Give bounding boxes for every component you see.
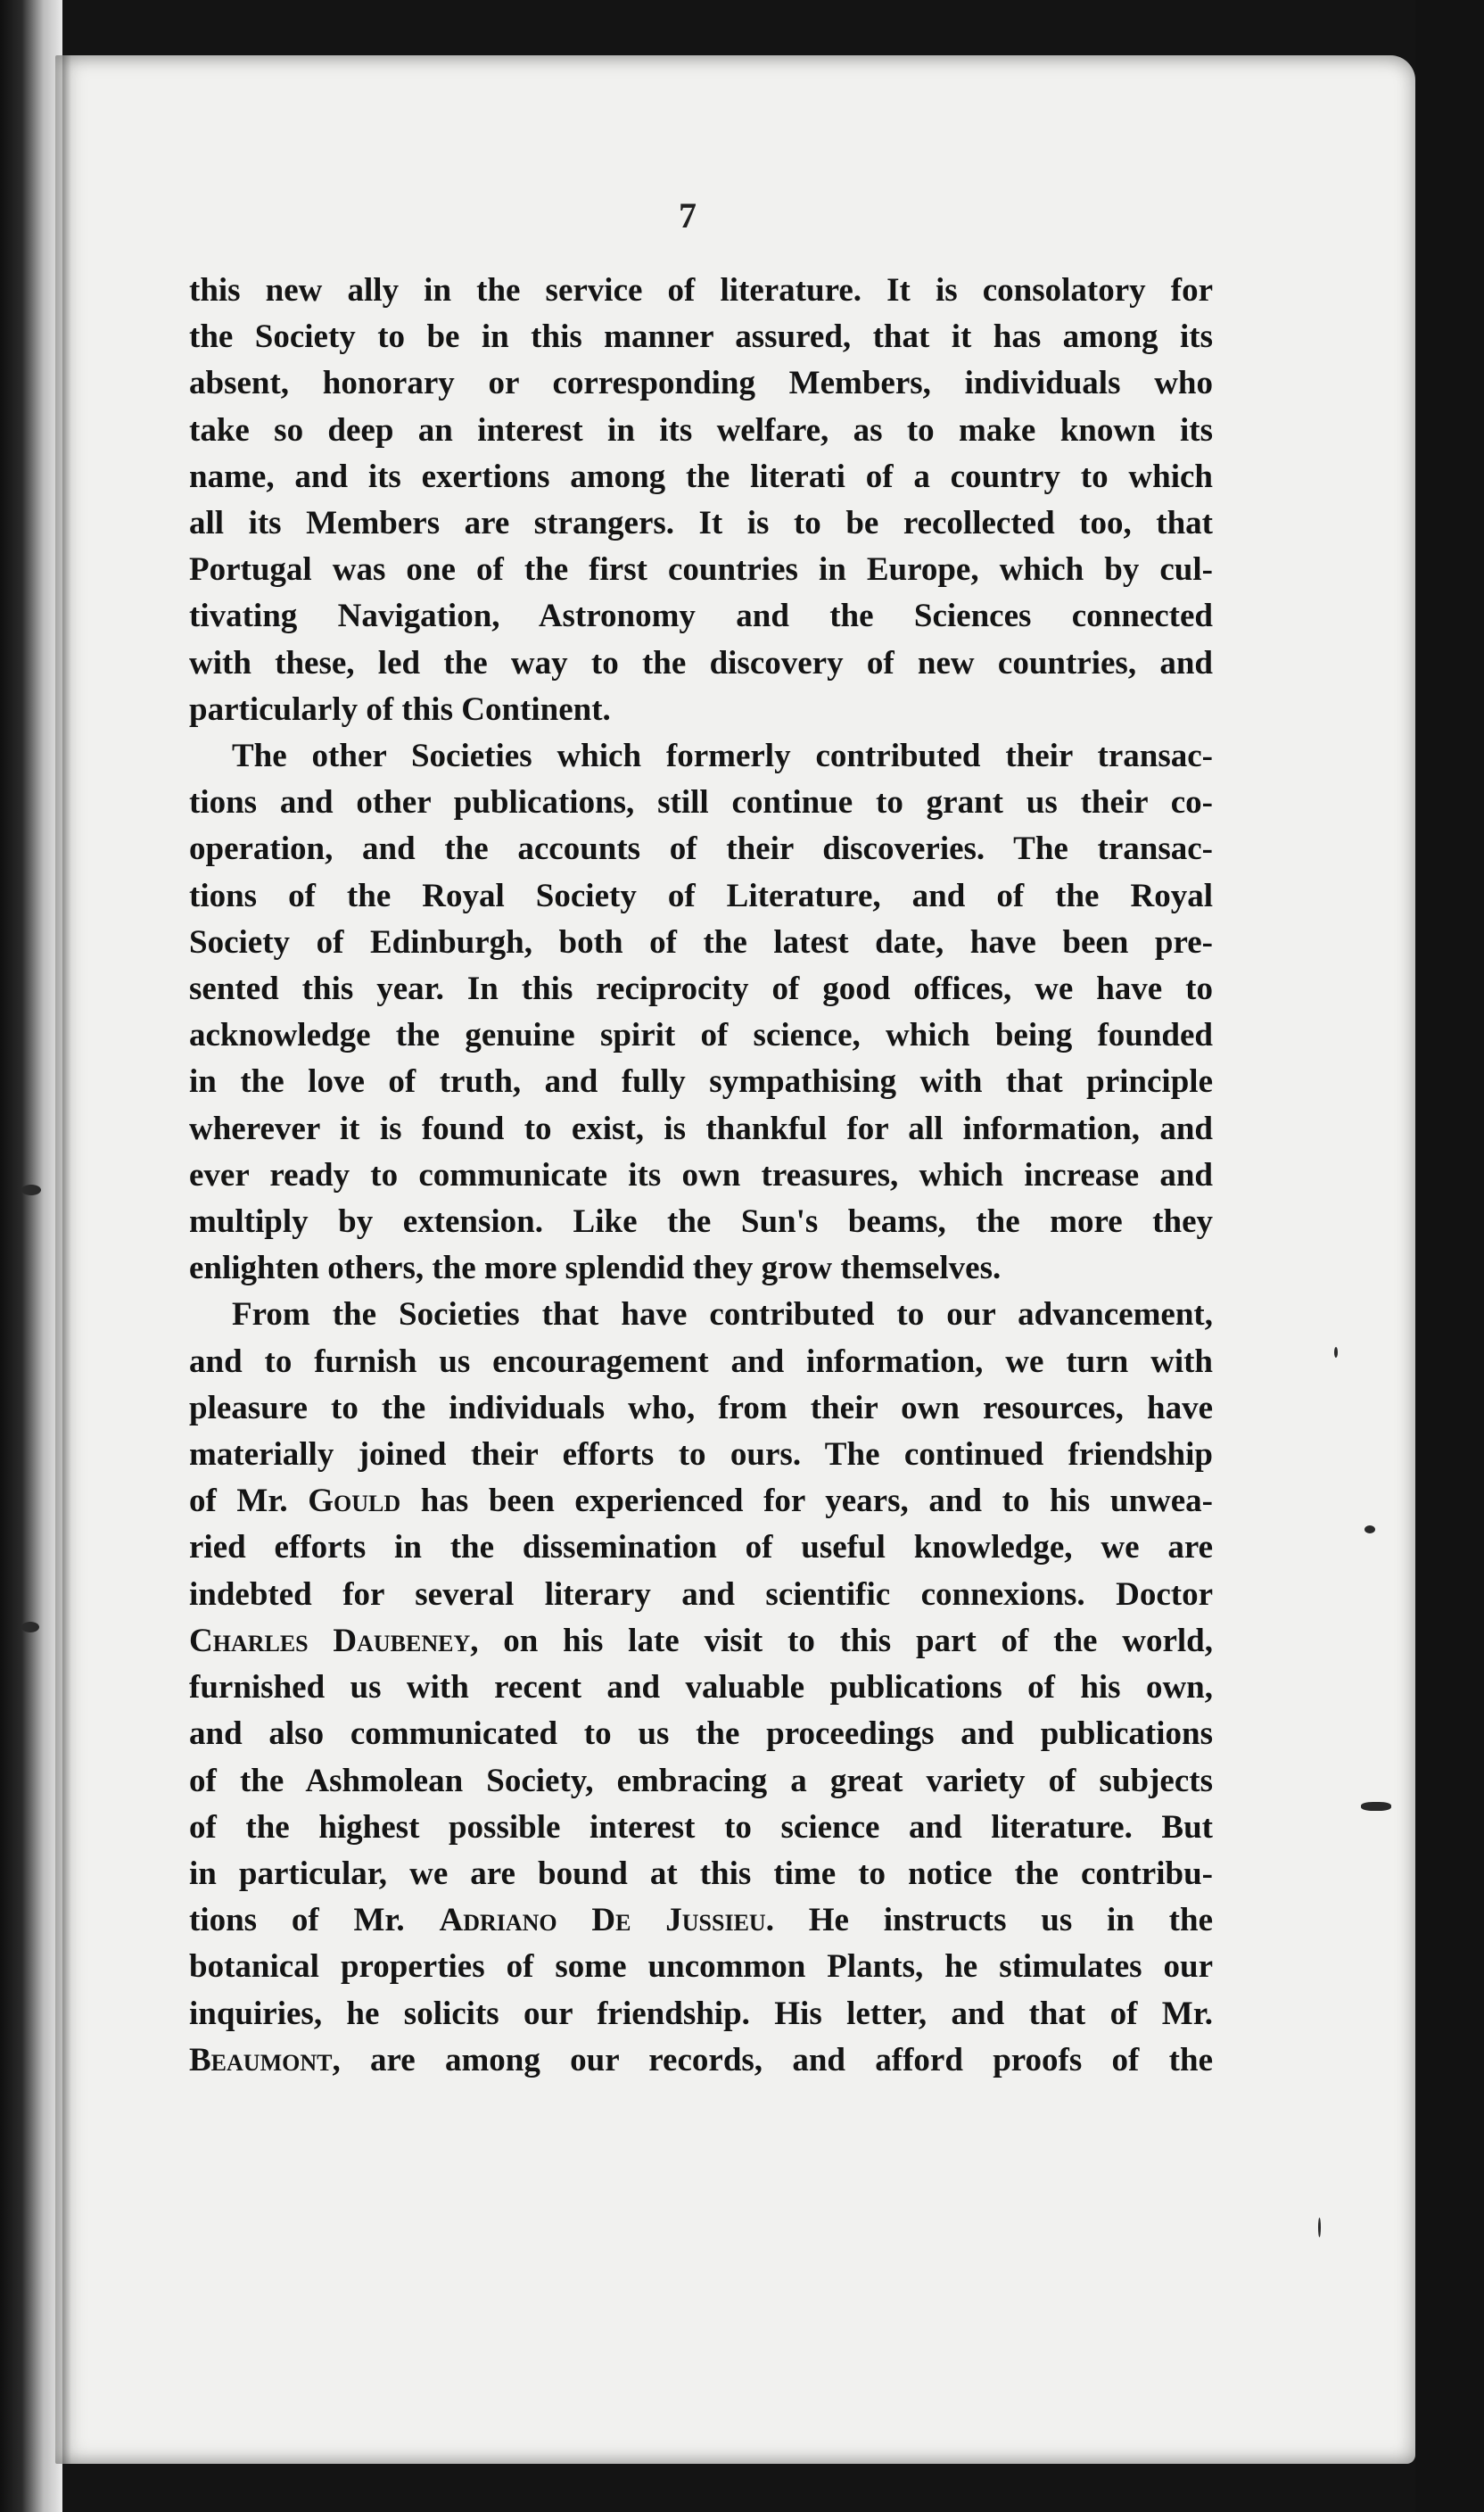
text-line: this new ally in the service of literature. It is consolatory for	[189, 272, 1213, 309]
text-line: materially joined their efforts to ours. The continued friendship	[189, 1436, 1213, 1474]
proper-name: Adriano De Jussieu	[439, 1902, 766, 1939]
text-line: indebted for several literary and scientific connexions. Doctor	[189, 1575, 1213, 1613]
scan-speck	[1334, 1347, 1338, 1358]
text-line: The other Societies which formerly contributed their transac-	[232, 738, 1213, 775]
book-binding-edge	[0, 0, 62, 2512]
text-line: acknowledge the genuine spirit of science, which being founded	[189, 1017, 1213, 1054]
text-line: and to furnish us encouragement and information, we turn with	[189, 1343, 1213, 1380]
text-line: tions and other publications, still continue to grant us their co-	[189, 784, 1213, 822]
text-line: in the love of truth, and fully sympathising with that principle	[189, 1063, 1213, 1101]
text-line: particularly of this Continent.	[189, 690, 611, 728]
text-line: pleasure to the individuals who, from their own resources, have	[189, 1389, 1213, 1426]
proper-name: Beaumont	[189, 2041, 333, 2078]
text-line	[189, 2037, 1213, 2084]
text-line: ried efforts in the dissemination of useful knowledge, we are	[189, 1529, 1213, 1566]
text-line: absent, honorary or corresponding Members, individuals who	[189, 365, 1213, 402]
text-line: all its Members are strangers. It is to be recollected too, that	[189, 505, 1213, 542]
text-line	[189, 1618, 1213, 1665]
scan-speck	[21, 1185, 41, 1195]
text-line: botanical properties of some uncommon Plants, he stimulates our	[189, 1948, 1213, 1986]
text-line: of the highest possible interest to science and literature. But	[189, 1808, 1213, 1846]
text-line: operation, and the accounts of their discoveries. The transac-	[189, 830, 1213, 868]
scan-speck	[21, 1622, 39, 1632]
proper-name: Charles Daubeney	[189, 1622, 471, 1659]
text-line: tions of the Royal Society of Literature, and of the Royal	[189, 877, 1213, 914]
text-line: ever ready to communicate its own treasures, which increase and	[189, 1156, 1213, 1194]
text-line: enlighten others, the more splendid they grow themselves.	[189, 1250, 1002, 1287]
page-number: 7	[679, 195, 697, 236]
text-line: From the Societies that have contributed to our advancement,	[232, 1296, 1213, 1334]
text-line: take so deep an interest in its welfare, as to make known its	[189, 411, 1213, 449]
text-line: sented this year. In this reciprocity of good offices, we have to	[189, 971, 1213, 1008]
body-text	[189, 268, 1213, 2084]
text-line: of the Ashmolean Society, embracing a great variety of subjects	[189, 1762, 1213, 1799]
text-line: with these, led the way to the discovery of new countries, and	[189, 644, 1213, 682]
text-line: Society of Edinburgh, both of the latest date, have been pre-	[189, 923, 1213, 961]
scan-speck	[1364, 1525, 1375, 1533]
text-line: Portugal was one of the first countries in Europe, which by cul-	[189, 551, 1213, 589]
scan-speck	[1318, 2218, 1321, 2237]
text-line: multiply by extension. Like the Sun's beams, the more they	[189, 1203, 1213, 1241]
text-line-segment: . He instructs us in the	[765, 1902, 1213, 1939]
text-line: inquiries, he solicits our friendship. His letter, and that of Mr.	[189, 1995, 1213, 2032]
text-line-segment: has been experienced for years, and to his unwea-	[400, 1483, 1213, 1520]
proper-name: Gould	[308, 1483, 401, 1520]
text-line: wherever it is found to exist, is thankful for all information, and	[189, 1110, 1213, 1147]
text-line: in particular, we are bound at this time to notice the contribu-	[189, 1855, 1213, 1892]
scan-background-right	[1415, 0, 1484, 2512]
text-line-segment: , are among our records, and afford proofs of the	[332, 2041, 1213, 2078]
text-line: furnished us with recent and valuable publications of his own,	[189, 1669, 1213, 1706]
text-line: name, and its exertions among the literati of a country to which	[189, 458, 1213, 495]
text-line-segment: tions of Mr.	[189, 1902, 440, 1939]
text-line	[189, 1478, 1213, 1525]
scan-speck	[1361, 1802, 1391, 1811]
text-line: the Society to be in this manner assured, that it has among its	[189, 318, 1213, 356]
text-line: tivating Navigation, Astronomy and the Sciences connected	[189, 598, 1213, 635]
text-line	[189, 1897, 1213, 1944]
text-line: and also communicated to us the proceedings and publications	[189, 1715, 1213, 1753]
text-line-segment: , on his late visit to this part of the world,	[470, 1622, 1213, 1659]
text-line-segment: of Mr.	[189, 1483, 309, 1520]
